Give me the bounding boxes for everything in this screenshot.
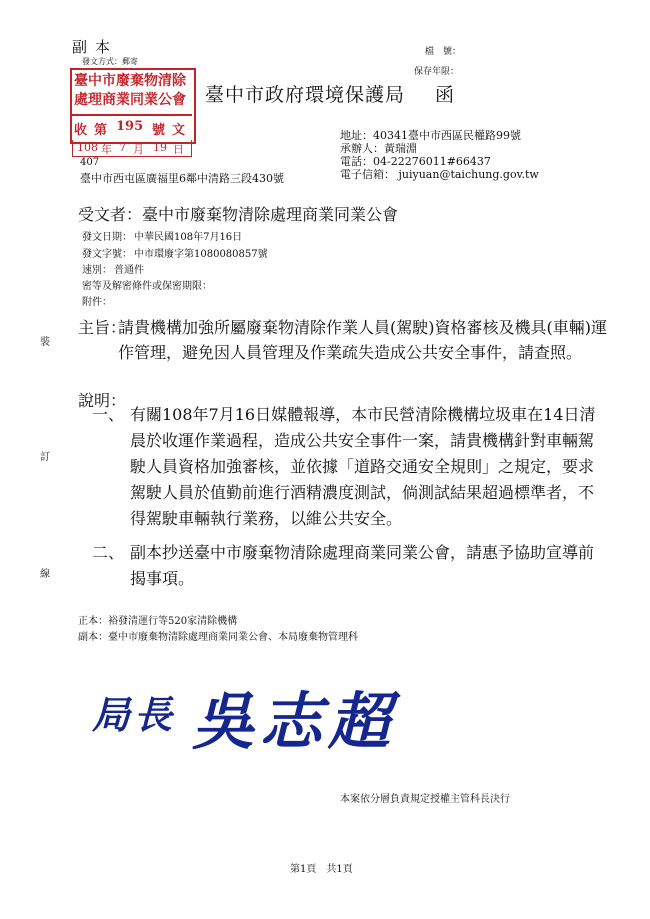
meta-security <box>82 277 214 292</box>
item-text: 副本抄送臺中市廢棄物清除處理商業同業公會，請惠予協助宣導前揭事項。 <box>130 543 595 588</box>
copy-to: 副本：臺中市廢棄物清除處理商業同業公會、本局廢棄物管理科 <box>78 632 358 643</box>
stamp-receipt-char: 第 <box>94 123 108 138</box>
meta-label: 發文字號： <box>82 249 132 260</box>
recipient-address-code: 407 <box>80 157 100 168</box>
stamp-org-line2: 處理商業同業公會 <box>74 92 186 108</box>
document-type: 函 <box>435 84 455 106</box>
item-number: 一、 <box>92 405 125 424</box>
binding-mark: 訂 <box>40 452 50 463</box>
archive-no-label: 檔 號： <box>425 47 462 57</box>
authorization-note: 本案依分層負責規定授權主管科長決行 <box>340 794 510 805</box>
meta-label: 速別： <box>82 265 112 276</box>
contact-phone: 電話：04-22276011#66437 <box>340 155 491 168</box>
meta-label: 附件： <box>82 297 112 308</box>
receipt-stamp <box>70 68 194 156</box>
copy-label: 副本 <box>72 38 119 56</box>
stamp-date <box>72 140 192 157</box>
subject-text: 請貴機構加強所屬廢棄物清除作業人員(駕駛)資格審核及機具(車輛)運作管理，避免因人員管理及作業疏失造成公共安全事件，請查照。 <box>118 318 607 362</box>
binding-mark: 線 <box>40 569 50 580</box>
stamp-receipt-row <box>70 114 192 140</box>
subject-section <box>78 315 607 362</box>
stamp-date-day: 19 <box>153 141 167 154</box>
stamp-org-line1: 臺中市廢棄物清除 <box>74 73 186 89</box>
signature-name: 吳志超 <box>192 685 397 758</box>
meta-label: 發文日期： <box>82 232 132 243</box>
item-number: 二、 <box>92 543 125 562</box>
meta-doc-number <box>82 245 268 260</box>
item-text: 有關108年7月16日媒體報導，本市民營清除機構垃圾車在14日清晨於收運作業過程，造成公共安全事件一案，請貴機構針對車輛駕駛人員資格加強審核，並依據「道路交通安全規則」之規定，要求駕駛人員於值勤前進行酒精濃度測試，倘測試結果超過標準者，不得駕駛車輛執行業務，以維公共安全。 <box>130 405 596 528</box>
original-to: 正本：裕發清運行等520家清除機構 <box>78 616 238 627</box>
contact-email[interactable]: 電子信箱： juiyuan@taichung.gov.tw <box>340 168 539 181</box>
recipient-address: 臺中市西屯區廣福里6鄰中清路三段430號 <box>80 172 284 185</box>
signature-title: 局長 <box>92 692 177 737</box>
explanation-label: 說明： <box>78 391 127 410</box>
stamp-receipt-number: 195 <box>116 119 144 134</box>
stamp-receipt-char: 收 <box>74 123 88 138</box>
stamp-date-month: 7 <box>119 141 126 154</box>
meta-value: 中華民國108年7月16日 <box>134 232 243 243</box>
contact-handler: 承辦人：黃瑞淵 <box>340 142 417 155</box>
binding-mark: 裝 <box>40 337 50 348</box>
stamp-date-char: 年 <box>101 143 112 156</box>
stamp-date-char: 月 <box>133 143 144 156</box>
subject-label: 主旨： <box>78 318 127 337</box>
retention-label: 保存年限： <box>414 67 460 77</box>
contact-address: 地址：40341臺中市西區民權路99號 <box>340 129 521 142</box>
recipient: 受文者：臺中市廢棄物清除處理商業同業公會 <box>78 205 399 224</box>
meta-label: 密等及解密條件或保密期限： <box>82 281 212 292</box>
meta-issue-date <box>82 228 242 243</box>
agency-name: 臺中市政府環境保護局 <box>205 84 406 106</box>
stamp-receipt-char: 號 <box>152 123 166 138</box>
stamp-date-char: 日 <box>173 143 184 156</box>
meta-speed <box>82 261 144 276</box>
meta-value: 普通件 <box>114 265 144 276</box>
stamp-date-year: 108 <box>77 141 98 154</box>
meta-attachment <box>82 293 114 308</box>
meta-value: 中市環廢字第1080080857號 <box>134 249 268 260</box>
stamp-receipt-char: 文 <box>172 123 186 138</box>
send-method: 發文方式：郵寄 <box>82 57 138 66</box>
page-number: 第1頁 共1頁 <box>290 864 353 875</box>
